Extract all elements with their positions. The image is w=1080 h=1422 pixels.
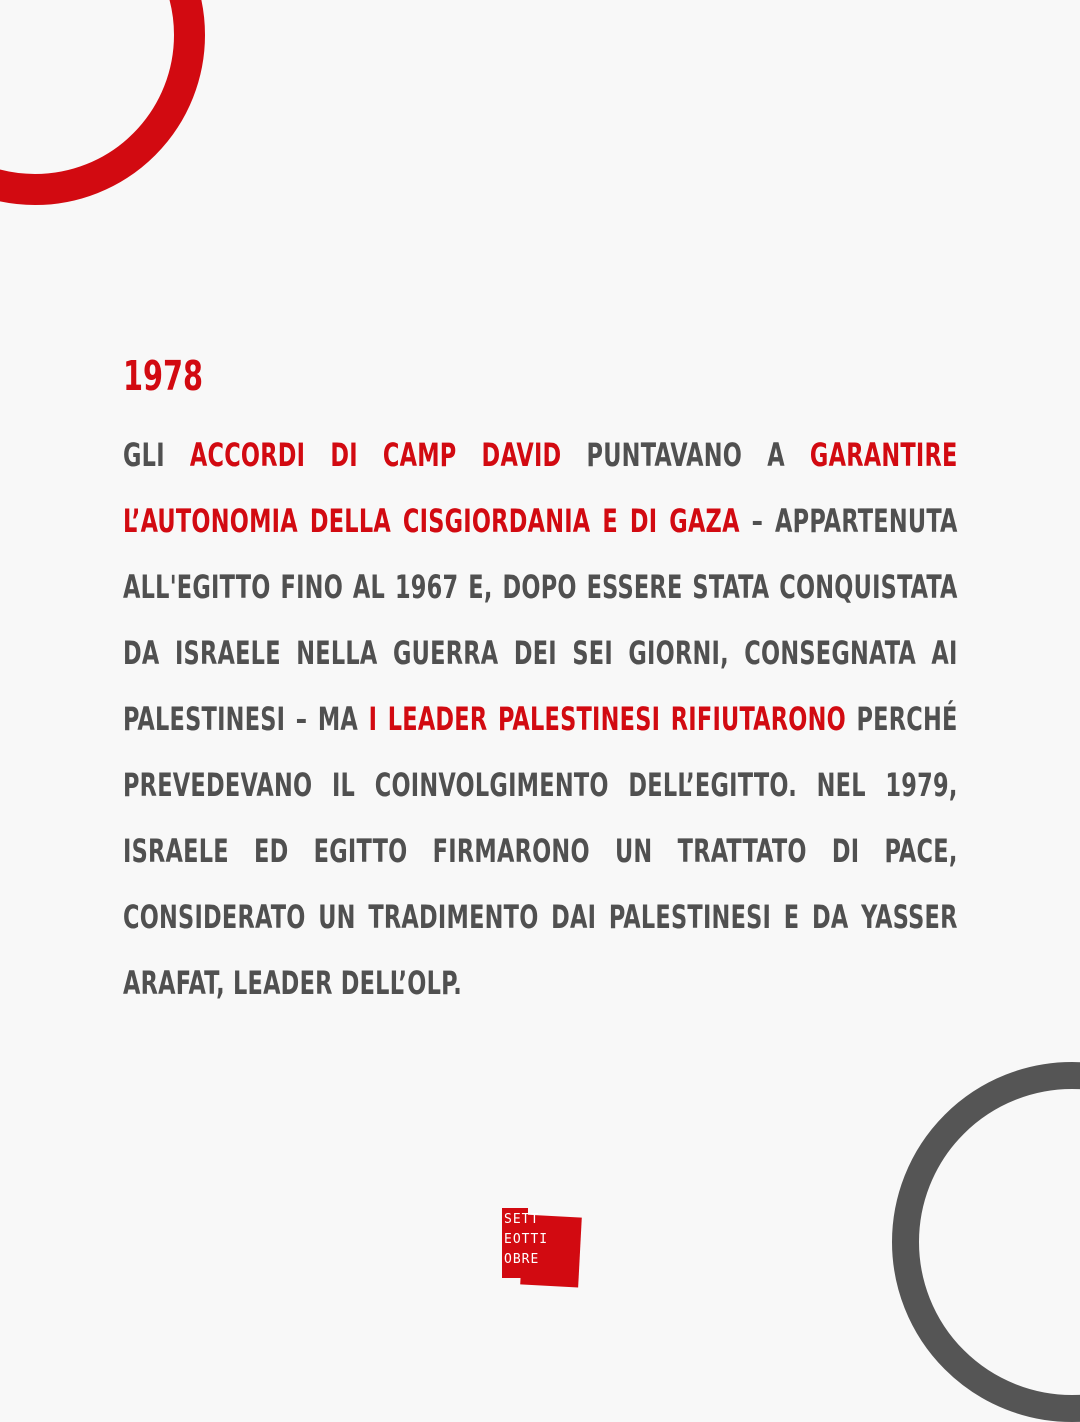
- logo-wordmark: [504, 1210, 574, 1270]
- highlight-camp-david: ACCORDI DI CAMP DAVID: [189, 436, 562, 474]
- logo-line-2: EOTTI: [504, 1232, 549, 1247]
- year-heading: 1978: [123, 352, 204, 400]
- logo-line-3: OBRE: [504, 1252, 540, 1267]
- text-segment: PERCHÉ PREVEDEVANO IL COINVOLGIMENTO DELL’EGITTO. NEL 1979, ISRAELE ED EGITTO FIRMARONO UN TRATTATO DI PACE, CONSIDERATO UN TRADIMENTO DAI PALESTINESI E DA YASSER ARAFAT, LEADER DELL’OLP.: [123, 700, 958, 1002]
- text-segment: GLI: [123, 436, 190, 474]
- highlight-autonomy: GARANTIRE L’AUTONOMIA DELLA CISGIORDANIA E DI GAZA: [123, 436, 958, 540]
- text-segment: PUNTAVANO A: [561, 436, 810, 474]
- highlight-leaders-refused: I LEADER PALESTINESI RIFIUTARONO: [368, 700, 846, 738]
- decorative-ring-bottom-right: [892, 1062, 1080, 1422]
- decorative-ring-top-left: [0, 0, 205, 205]
- text-segment: – APPARTENUTA ALL'EGITTO FINO AL 1967 E, DOPO ESSERE STATA CONQUISTATA DA ISRAELE NELLA GUERRA DEI SEI GIORNI, CONSEGNATA AI PALESTINESI – MA: [123, 502, 958, 738]
- body-paragraph: [123, 422, 958, 1016]
- brand-logo: [502, 1208, 580, 1286]
- logo-line-1: SETT: [504, 1212, 540, 1227]
